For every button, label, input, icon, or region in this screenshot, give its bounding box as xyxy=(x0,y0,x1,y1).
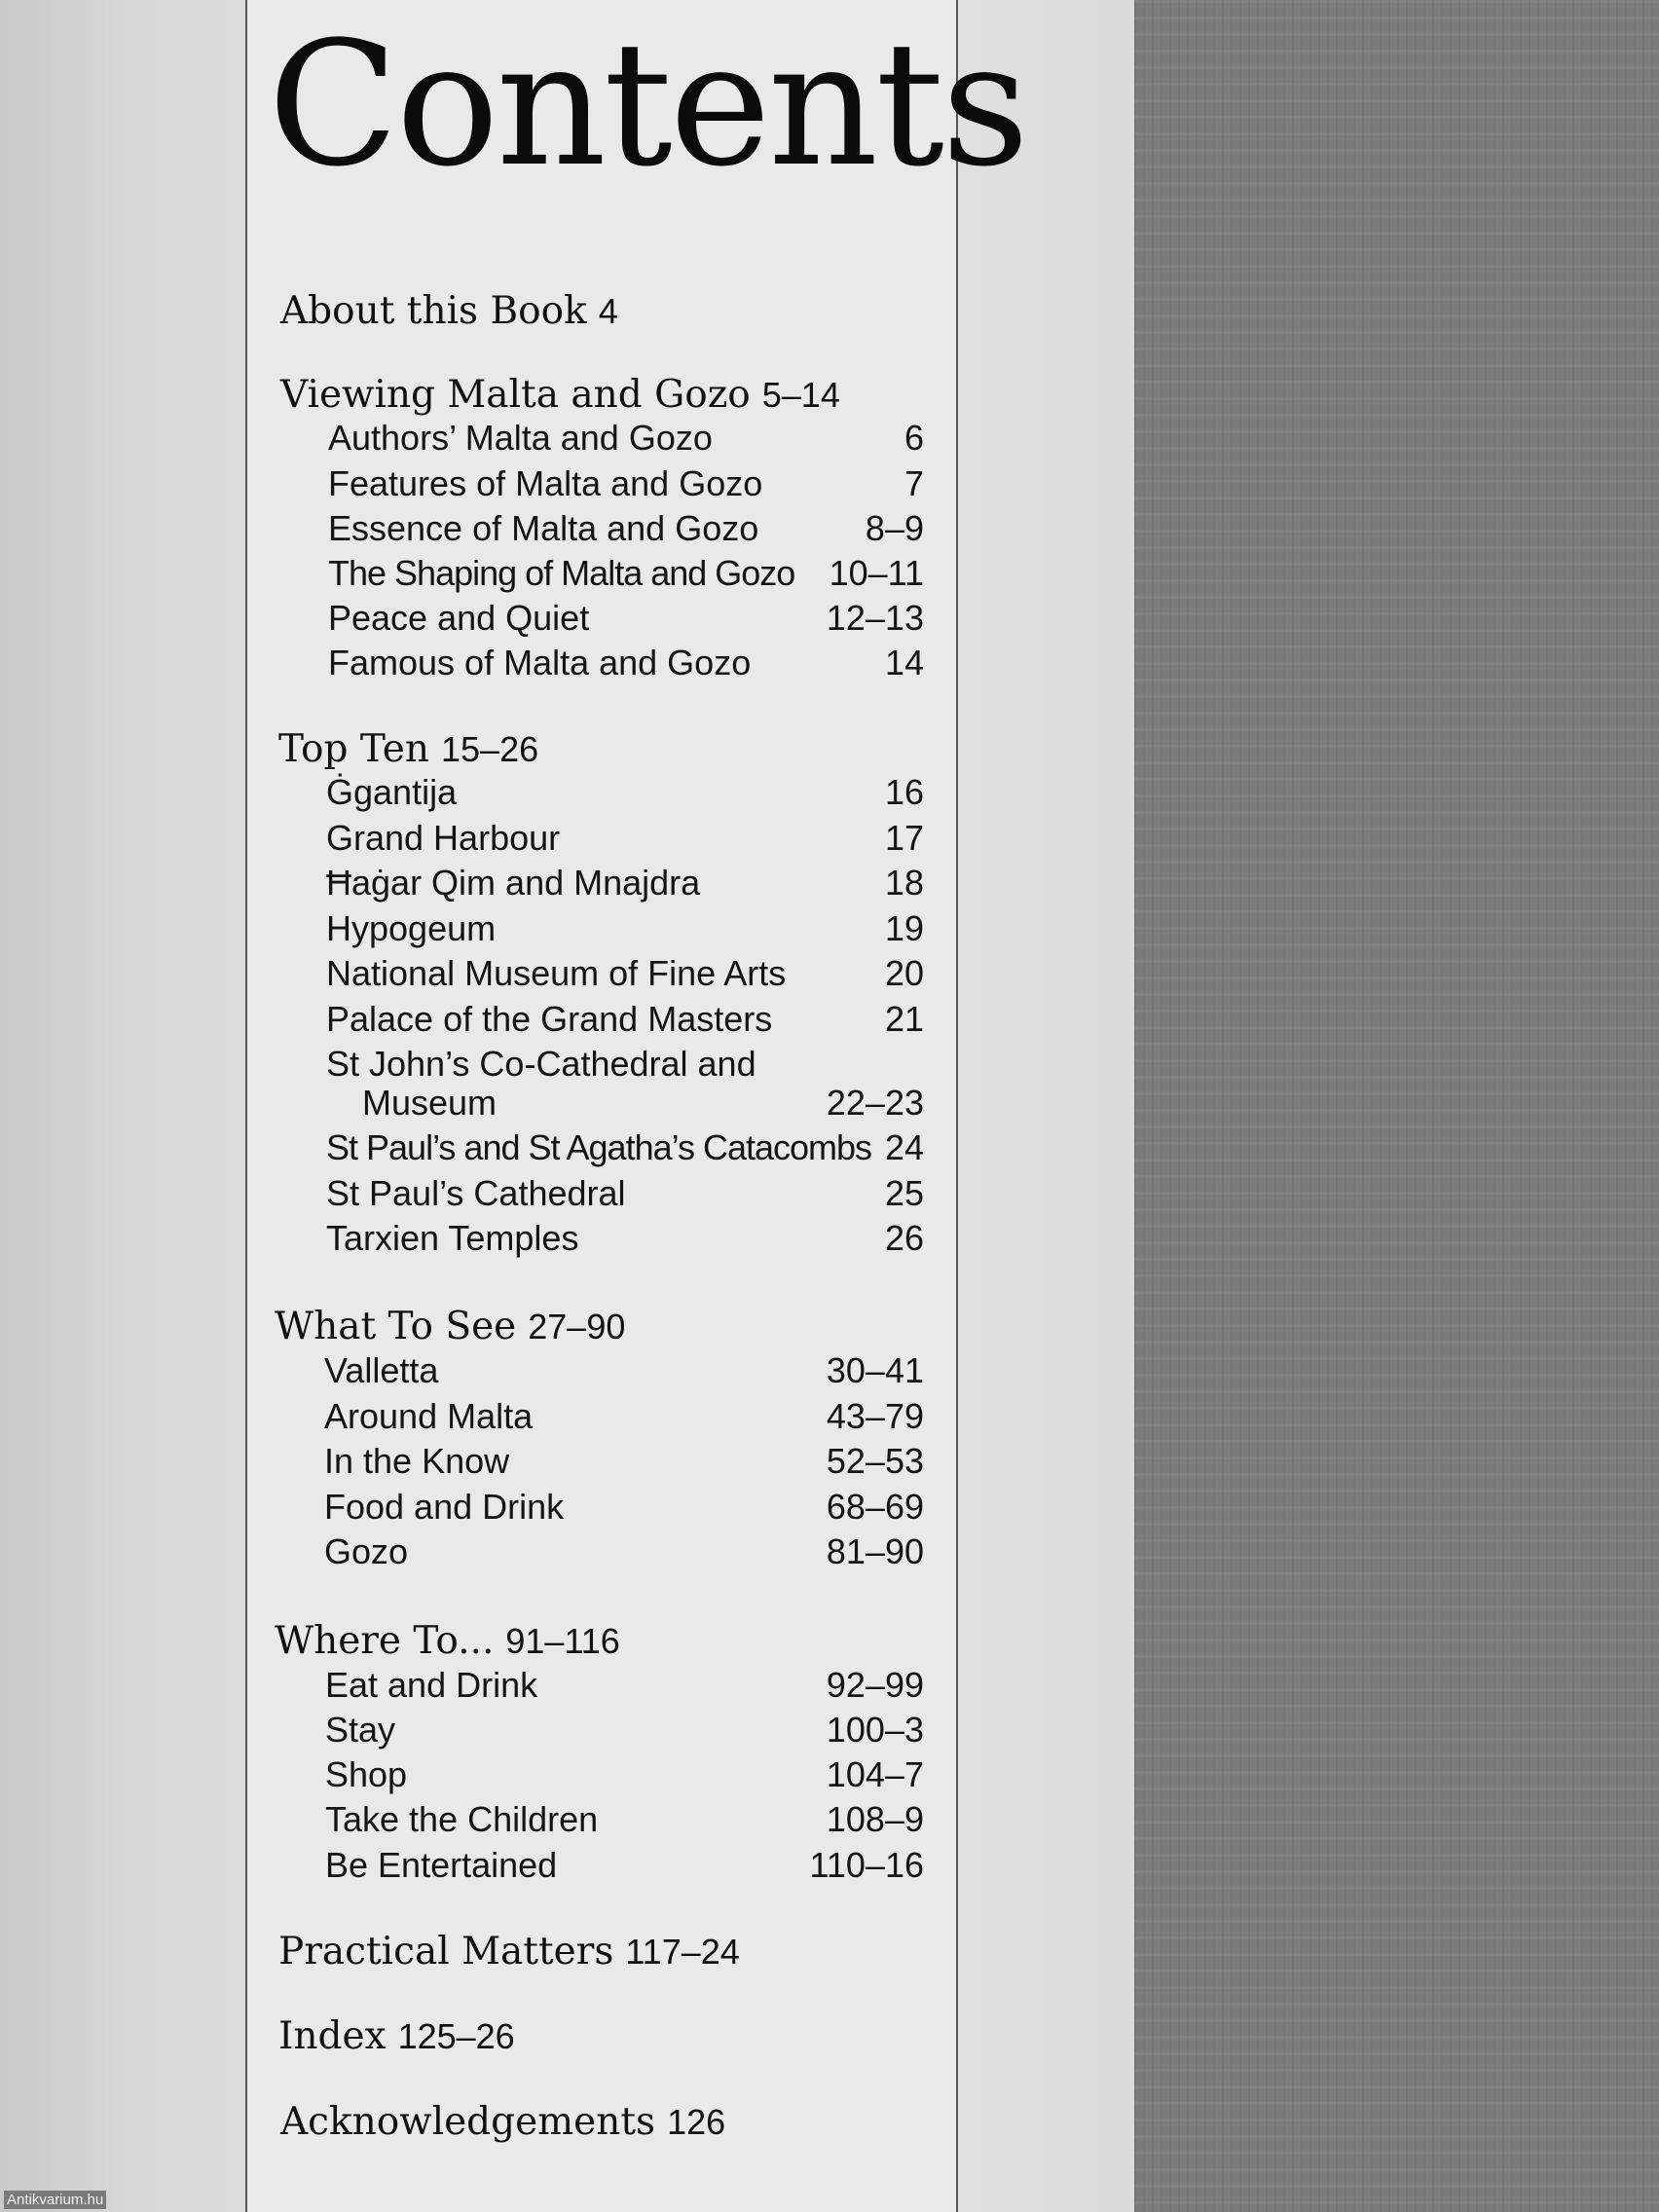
toc-entry: Peace and Quiet xyxy=(328,598,590,638)
toc-entry: Take the Children xyxy=(325,1799,599,1839)
section-pages: 5–14 xyxy=(761,375,840,415)
toc-page: 12–13 xyxy=(826,598,924,638)
section-top-ten xyxy=(278,727,539,771)
section-practical-matters xyxy=(278,1930,740,1973)
toc-entry: St Paul’s Cathedral xyxy=(326,1173,626,1213)
toc-page: 22–23 xyxy=(826,1083,924,1123)
toc-page: 81–90 xyxy=(826,1531,924,1571)
toc-page: 110–16 xyxy=(809,1845,924,1885)
toc-page: 25 xyxy=(884,1173,924,1213)
toc-page: 30–41 xyxy=(826,1350,924,1390)
toc-page: 21 xyxy=(884,999,924,1039)
section-what-to-see xyxy=(275,1305,626,1348)
toc-entry: Valletta xyxy=(324,1350,439,1390)
toc-entry: Ħaġar Qim and Mnajdra xyxy=(326,863,701,903)
section-title: Acknowledgements xyxy=(280,2100,656,2144)
wood-background xyxy=(1134,0,1659,2212)
toc-entry: In the Know xyxy=(324,1441,510,1481)
toc-entry: Essence of Malta and Gozo xyxy=(328,508,759,548)
toc-page: 19 xyxy=(884,908,924,948)
toc-page: 10–11 xyxy=(829,553,924,593)
toc-page: 52–53 xyxy=(826,1441,924,1481)
toc-entry: National Museum of Fine Arts xyxy=(326,953,787,993)
toc-entry: The Shaping of Malta and Gozo xyxy=(328,553,795,593)
toc-page: 16 xyxy=(884,772,924,812)
section-pages: 117–24 xyxy=(625,1932,740,1972)
toc-entry: Gozo xyxy=(324,1531,409,1571)
section-pages: 125–26 xyxy=(397,2016,515,2056)
toc-entry: Tarxien Temples xyxy=(326,1218,579,1258)
watermark: Antikvarium.hu xyxy=(4,2191,106,2209)
section-title: Practical Matters xyxy=(278,1930,614,1973)
section-pages: 15–26 xyxy=(441,729,539,769)
section-title: Where To... xyxy=(275,1619,495,1663)
toc-page: 20 xyxy=(884,953,924,993)
toc-page: 14 xyxy=(884,643,924,682)
toc-entry: Grand Harbour xyxy=(326,818,561,858)
toc-entry: Authors’ Malta and Gozo xyxy=(328,418,713,458)
toc-entry: Eat and Drink xyxy=(325,1665,538,1705)
toc-page: 24 xyxy=(884,1127,924,1167)
toc-entry: Shop xyxy=(325,1754,408,1794)
section-pages: 4 xyxy=(598,291,618,331)
toc-entry: Palace of the Grand Masters xyxy=(326,999,773,1039)
section-index xyxy=(278,2014,515,2058)
toc-entry: Food and Drink xyxy=(324,1487,565,1527)
toc-entry: Famous of Malta and Gozo xyxy=(328,643,752,682)
toc-page: 26 xyxy=(884,1218,924,1258)
page-title: Contents xyxy=(268,5,1027,204)
toc-entry: St John’s Co-Cathedral and xyxy=(326,1044,756,1084)
toc-entry: Ġgantija xyxy=(326,772,458,812)
toc-page: 6 xyxy=(903,418,924,458)
toc-page: 43–79 xyxy=(826,1396,924,1436)
toc-entry: Around Malta xyxy=(324,1396,534,1436)
section-title: What To See xyxy=(275,1305,517,1348)
toc-page: 92–99 xyxy=(826,1665,924,1705)
toc-page: 100–3 xyxy=(826,1710,924,1750)
section-pages: 27–90 xyxy=(528,1307,626,1346)
toc-page: 17 xyxy=(884,818,924,858)
toc-page: 104–7 xyxy=(826,1754,924,1794)
section-viewing xyxy=(280,373,840,417)
toc-entry: St Paul’s and St Agatha’s Catacombs xyxy=(326,1127,872,1167)
section-title: Index xyxy=(278,2014,387,2058)
section-pages: 91–116 xyxy=(505,1621,620,1661)
toc-entry: Museum xyxy=(362,1083,498,1123)
toc-page: 108–9 xyxy=(826,1799,924,1839)
toc-entry: Be Entertained xyxy=(325,1845,558,1885)
toc-page: 7 xyxy=(903,463,924,503)
section-about xyxy=(280,289,618,333)
section-where-to xyxy=(275,1619,620,1663)
section-title: Top Ten xyxy=(278,727,430,771)
section-acknowledgements xyxy=(280,2100,726,2144)
section-title: Viewing Malta and Gozo xyxy=(280,373,751,417)
toc-page: 68–69 xyxy=(826,1487,924,1527)
toc-page: 8–9 xyxy=(865,508,924,548)
toc-entry: Stay xyxy=(325,1710,396,1750)
toc-entry: Hypogeum xyxy=(326,908,497,948)
section-title: About this Book xyxy=(280,289,587,333)
toc-page: 18 xyxy=(884,863,924,903)
section-pages: 126 xyxy=(667,2102,726,2142)
toc-entry: Features of Malta and Gozo xyxy=(328,463,763,503)
